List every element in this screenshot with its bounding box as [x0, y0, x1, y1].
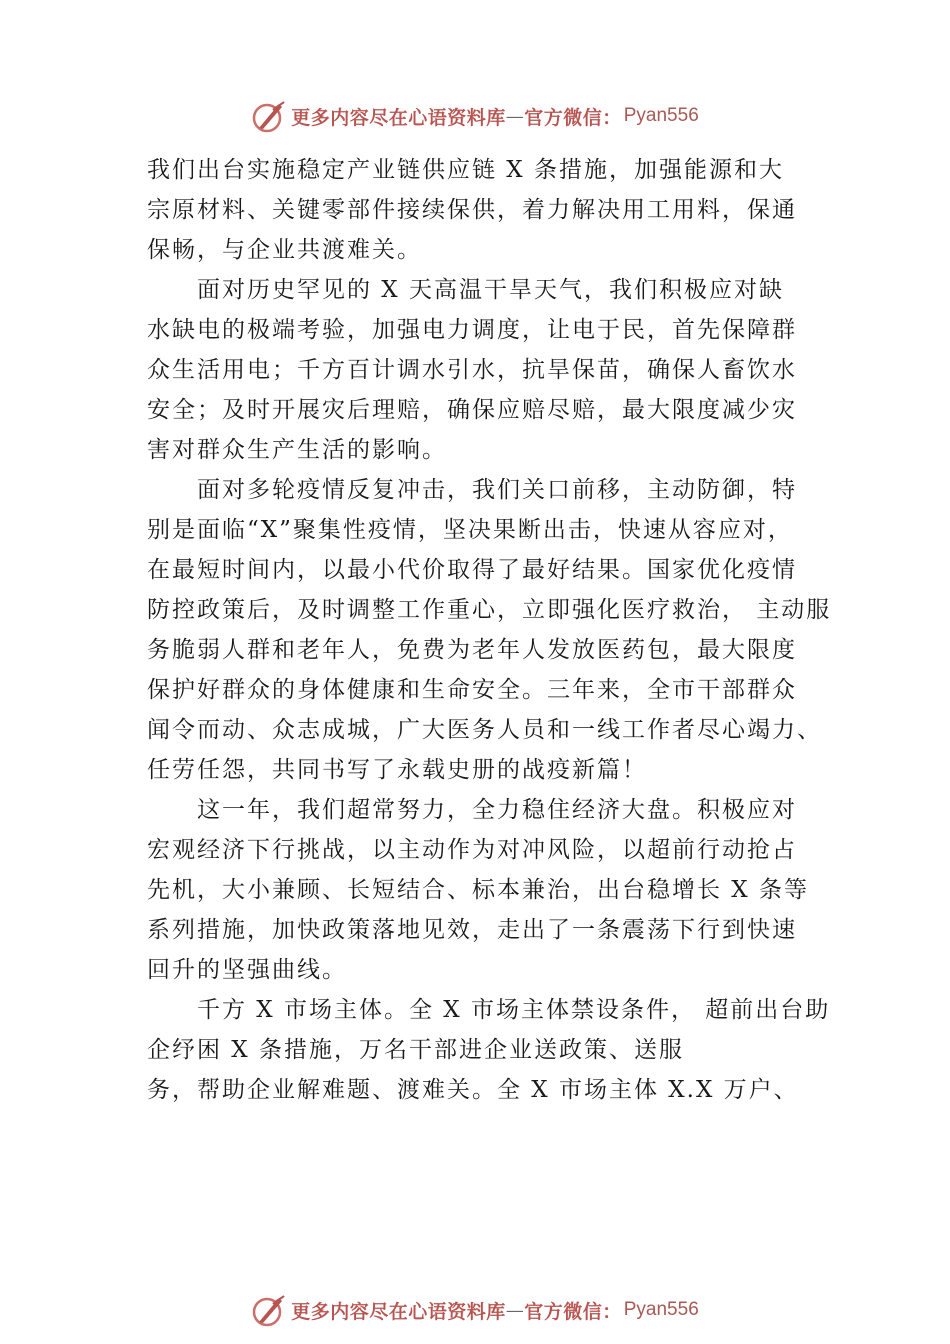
text-line: 宏观经济下行挑战，以主动作为对冲风险，以超前行动抢占 — [147, 837, 797, 863]
paragraph-3 — [147, 470, 837, 790]
text-line: 任劳任怨，共同书写了永载史册的战疫新篇！ — [147, 757, 647, 783]
document-body — [147, 150, 837, 1110]
footer-dash: — — [505, 1299, 525, 1321]
text-line: 先机，大小兼顾、长短结合、标本兼治，出台稳增长 X 条等 — [147, 877, 809, 903]
header-dash: — — [505, 105, 525, 127]
header-brand-text: 更多内容尽在心语资料库 — [291, 106, 506, 129]
footer-wechat-id: Pyan556 — [623, 1299, 699, 1320]
header-wechat-id: Pyan556 — [623, 105, 699, 126]
text-line: 害对群众生产生活的影响。 — [147, 437, 447, 463]
header-banner — [0, 96, 950, 136]
text-line: 这一年，我们超常努力，全力稳住经济大盘。积极应对 — [197, 797, 797, 823]
text-line: 回升的坚强曲线。 — [147, 957, 347, 983]
text-line: 我们出台实施稳定产业链供应链 X 条措施，加强能源和大 — [147, 157, 784, 183]
footer-brand-text: 更多内容尽在心语资料库 — [291, 1300, 506, 1323]
text-line: 保畅，与企业共渡难关。 — [147, 237, 422, 263]
paragraph-1 — [147, 150, 837, 270]
text-line: 面对多轮疫情反复冲击，我们关口前移，主动防御，特 — [197, 477, 797, 503]
paragraph-2 — [147, 270, 837, 470]
text-line: 别是面临“X”聚集性疫情，坚决果断出击，快速从容应对， — [147, 517, 793, 543]
quill-pen-icon — [251, 98, 287, 134]
text-line: 防控政策后，及时调整工作重心，立即强化医疗救治， 主动服 — [147, 597, 832, 623]
text-line: 闻令而动、众志成城，广大医务人员和一线工作者尽心竭力、 — [147, 717, 822, 743]
text-line: 众生活用电；千方百计调水引水，抗旱保苗，确保人畜饮水 — [147, 357, 797, 383]
text-line: 企纾困 X 条措施，万名干部进企业送政策、送服 — [147, 1037, 684, 1063]
quill-pen-icon — [251, 1292, 287, 1328]
text-line: 务，帮助企业解难题、渡难关。全 X 市场主体 X.X 万户、 — [147, 1077, 799, 1103]
paragraph-5 — [147, 990, 837, 1110]
text-line: 水缺电的极端考验，加强电力调度，让电于民，首先保障群 — [147, 317, 797, 343]
text-line: 系列措施，加快政策落地见效，走出了一条震荡下行到快速 — [147, 917, 797, 943]
footer-banner — [0, 1290, 950, 1330]
text-line: 保护好群众的身体健康和生命安全。三年来，全市干部群众 — [147, 677, 797, 703]
footer-official-label: 官方微信： — [524, 1300, 622, 1323]
text-line: 在最短时间内，以最小代价取得了最好结果。国家优化疫情 — [147, 557, 797, 583]
header-official-label: 官方微信： — [524, 106, 622, 129]
text-line: 宗原材料、关键零部件接续保供，着力解决用工用料，保通 — [147, 197, 797, 223]
paragraph-4 — [147, 790, 837, 990]
text-line: 安全；及时开展灾后理赔，确保应赔尽赔，最大限度减少灾 — [147, 397, 797, 423]
text-line: 务脆弱人群和老年人，免费为老年人发放医药包，最大限度 — [147, 637, 797, 663]
text-line: 面对历史罕见的 X 天高温干旱天气，我们积极应对缺 — [197, 277, 784, 303]
text-line: 千方 X 市场主体。全 X 市场主体禁设条件， 超前出台助 — [197, 997, 831, 1023]
